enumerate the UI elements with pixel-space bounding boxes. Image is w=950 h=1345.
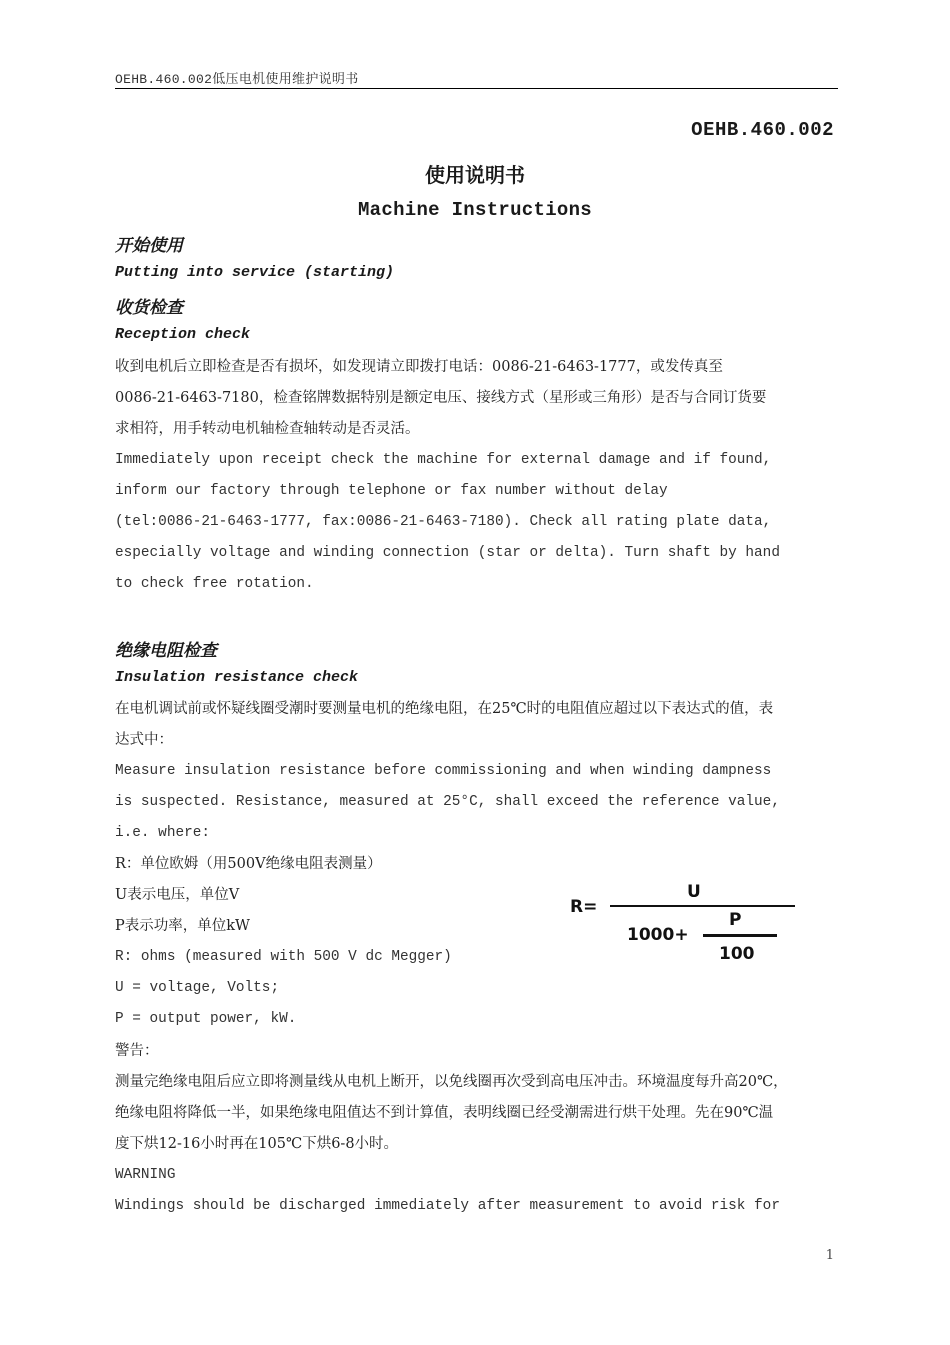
running-header: OEHB.460.002低压电机使用维护说明书 <box>115 72 359 87</box>
text-line: 测量完绝缘电阻后应立即将测量线从电机上断开，以免线圈再次受到高电压冲击。环境温度每升高20℃， <box>115 1074 788 1090</box>
insulation-paragraph-cn <box>115 694 773 756</box>
text-line: especially voltage and winding connection (star or delta). Turn shaft by hand <box>115 545 780 561</box>
heading-insulation-cn: 绝缘电阻检查 <box>115 641 217 661</box>
title-english: Machine Instructions <box>357 199 593 221</box>
text-line: inform our factory through telephone or fax number without delay <box>115 483 668 499</box>
formula-numerator: U <box>687 882 701 902</box>
fraction-bar-inner <box>703 934 777 937</box>
heading-reception-en: Reception check <box>115 326 251 343</box>
definition-line: P表示功率，单位kW <box>115 918 250 934</box>
formula-inner-denominator: 100 <box>719 944 755 964</box>
variable-definitions <box>115 849 452 1035</box>
title-chinese: 使用说明书 <box>425 163 525 187</box>
resistance-formula <box>565 878 805 968</box>
heading-insulation-en: Insulation resistance check <box>115 669 359 686</box>
text-line: 度下烘12-16小时再在105℃下烘6-8小时。 <box>115 1136 399 1152</box>
warning-label-cn: 警告： <box>115 1043 159 1059</box>
definition-line: U = voltage, Volts; <box>115 980 280 996</box>
text-line: 收到电机后立即检查是否有损坏，如发现请立即拨打电话：0086-21-6463-1777，或发传真至 <box>115 359 723 375</box>
header-divider <box>115 88 838 89</box>
formula-inner-numerator: P <box>729 910 742 930</box>
heading-start-en: Putting into service (starting) <box>115 264 395 281</box>
text-line: is suspected. Resistance, measured at 25°C, shall exceed the reference value, <box>115 794 780 810</box>
page-number: 1 <box>825 1248 834 1263</box>
definition-line: R: ohms (measured with 500 V dc Megger) <box>115 949 452 965</box>
reception-paragraph-cn <box>115 352 766 445</box>
heading-reception-cn: 收货检查 <box>115 298 183 318</box>
text-line: Immediately upon receipt check the machine for external damage and if found, <box>115 452 772 468</box>
text-line: 绝缘电阻将降低一半，如果绝缘电阻值达不到计算值，表明线圈已经受潮需进行烘干处理。先在90℃温 <box>115 1105 774 1121</box>
document-code: OEHB.460.002 <box>691 119 834 141</box>
text-line: 在电机调试前或怀疑线圈受潮时要测量电机的绝缘电阻，在25℃时的电阻值应超过以下表达式的值，表 <box>115 701 774 717</box>
formula-denominator-prefix: 1000+ <box>627 925 689 945</box>
text-line: to check free rotation. <box>115 576 314 592</box>
text-line: (tel:0086-21-6463-1777, fax:0086-21-6463-7180). Check all rating plate data, <box>115 514 772 530</box>
heading-start-cn: 开始使用 <box>115 236 183 256</box>
text-line: Measure insulation resistance before commissioning and when winding dampness <box>115 763 772 779</box>
text-line: i.e. where: <box>115 825 210 841</box>
reception-paragraph-en <box>115 445 780 600</box>
definition-line: P = output power, kW. <box>115 1011 297 1027</box>
warning-label-en: WARNING <box>115 1167 176 1183</box>
warning-block <box>115 1036 788 1222</box>
text-line: 求相符，用手转动电机轴检查轴转动是否灵活。 <box>115 421 420 437</box>
text-line: Windings should be discharged immediately after measurement to avoid risk for <box>115 1198 780 1214</box>
text-line: 0086-21-6463-7180，检查铭牌数据特别是额定电压、接线方式（星形或三角形）是否与合同订货要 <box>115 390 767 406</box>
formula-lhs: R= <box>570 897 598 917</box>
definition-line: U表示电压，单位V <box>115 887 240 903</box>
fraction-bar-main <box>610 905 795 907</box>
definition-line: R：单位欧姆（用500V绝缘电阻表测量） <box>115 856 382 872</box>
text-line: 达式中： <box>115 732 173 748</box>
insulation-paragraph-en <box>115 756 780 849</box>
